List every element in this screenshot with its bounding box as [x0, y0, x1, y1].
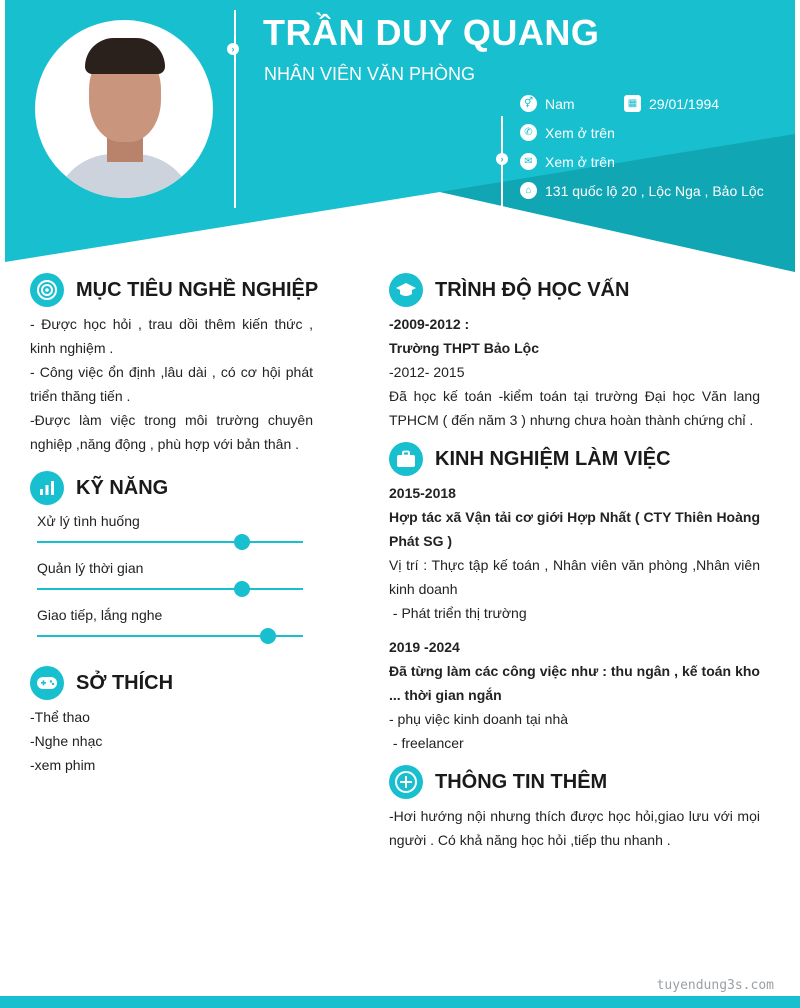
birthdate-value: 29/01/1994	[649, 95, 720, 112]
objective-title: MỤC TIÊU NGHỀ NGHIỆP	[76, 278, 319, 301]
phone-info	[520, 124, 615, 141]
birthdate-info	[624, 95, 719, 112]
gamepad-icon	[30, 666, 64, 700]
education-text	[389, 312, 760, 432]
hobby-item: -Nghe nhạc	[30, 733, 103, 749]
objective-line: - Được học hỏi , trau dồi thêm kiến thức , kinh nghiệm .	[30, 316, 313, 356]
education-period: -2009-2012 :	[389, 316, 470, 332]
skills-title: KỸ NĂNG	[76, 476, 169, 499]
bar-chart-icon	[30, 471, 64, 505]
job-position: Vị trí : Thực tập kế toán , Nhân viên văn phòng ,Nhân viên kinh doanh	[389, 557, 760, 597]
education-heading	[389, 273, 629, 307]
extra-title: THÔNG TIN THÊM	[435, 770, 608, 793]
gender-info	[520, 95, 575, 112]
extra-heading	[389, 765, 607, 799]
skill-bar	[37, 635, 303, 637]
hobbies-list	[30, 705, 102, 777]
skill-level-knob	[260, 628, 276, 644]
extra-paragraph: -Hơi hướng nội nhưng thích được học hỏi,giao lưu với mọi người . Có khả năng học hỏi ,tiếp thu nhanh .	[389, 808, 760, 848]
gender-icon: ⚥	[520, 95, 537, 112]
hobby-item: -xem phim	[30, 757, 96, 773]
job-period: 2015-2018	[389, 485, 456, 501]
experience-job	[389, 481, 760, 625]
skill-level-knob	[234, 534, 250, 550]
objective-text	[30, 312, 313, 456]
skill-label: Giao tiếp, lắng nghe	[37, 607, 163, 623]
education-title: TRÌNH ĐỘ HỌC VẤN	[435, 278, 630, 301]
education-period-2: -2012- 2015	[389, 364, 465, 380]
job-company: Hợp tác xã Vận tải cơ giới Hợp Nhất ( CTY Thiên Hoàng Phát SG )	[389, 509, 760, 549]
watermark: tuyendung3s.com	[656, 978, 774, 993]
job-position: - phụ việc kinh doanh tại nhà	[389, 711, 569, 727]
hobbies-heading	[30, 666, 173, 700]
experience-heading	[389, 442, 671, 476]
job-note: - Phát triển thị trường	[389, 605, 527, 621]
email-info	[520, 153, 615, 170]
extra-text	[389, 804, 760, 852]
hobby-item: -Thể thao	[30, 709, 90, 725]
footer-bar	[0, 996, 800, 1008]
mail-icon: ✉	[520, 153, 537, 170]
job-note: - freelancer	[389, 735, 464, 751]
candidate-role: NHÂN VIÊN VĂN PHÒNG	[264, 64, 476, 84]
briefcase-icon	[389, 442, 423, 476]
candidate-name: TRẦN DUY QUANG	[263, 12, 600, 53]
objective-line: - Công việc ổn định ,lâu dài , có cơ hội phát triển thăng tiến .	[30, 364, 313, 404]
target-icon	[30, 273, 64, 307]
experience-title: KINH NGHIỆM LÀM VIỆC	[435, 447, 671, 470]
experience-job	[389, 635, 760, 755]
address-value: 131 quốc lộ 20 , Lộc Nga , Bảo Lộc	[545, 182, 764, 199]
chevron-right-icon: ›	[496, 153, 508, 165]
education-school: Trường THPT Bảo Lộc	[389, 340, 539, 356]
job-company: Đã từng làm các công việc như : thu ngân , kế toán kho ... thời gian ngắn	[389, 663, 760, 703]
objective-line: -Được làm việc trong môi trường chuyên nghiệp ,năng động , phù hợp với bản thân .	[30, 412, 313, 452]
email-value: Xem ở trên	[545, 153, 615, 170]
skill-label: Xử lý tình huống	[37, 513, 140, 529]
plus-circle-icon	[389, 765, 423, 799]
home-icon: ⌂	[520, 182, 537, 199]
skill-level-knob	[234, 581, 250, 597]
calendar-icon: ▦	[624, 95, 641, 112]
address-info	[520, 182, 764, 199]
hobbies-title: SỞ THÍCH	[76, 671, 174, 694]
job-period: 2019 -2024	[389, 639, 460, 655]
phone-icon: ✆	[520, 124, 537, 141]
skill-bar	[37, 588, 303, 590]
phone-value: Xem ở trên	[545, 124, 615, 141]
avatar	[35, 20, 213, 198]
skills-heading	[30, 471, 168, 505]
objective-heading	[30, 273, 318, 307]
education-detail: Đã học kế toán -kiểm toán tại trường Đại học Văn lang TPHCM ( đến năm 3 ) nhưng chưa hoàn thành chứng chỉ .	[389, 388, 760, 428]
gender-value: Nam	[545, 95, 575, 112]
header-divider	[234, 10, 236, 208]
contact-divider	[501, 116, 503, 214]
skill-bar	[37, 541, 303, 543]
graduation-cap-icon	[389, 273, 423, 307]
skill-label: Quản lý thời gian	[37, 560, 144, 576]
chevron-right-icon: ›	[227, 43, 239, 55]
